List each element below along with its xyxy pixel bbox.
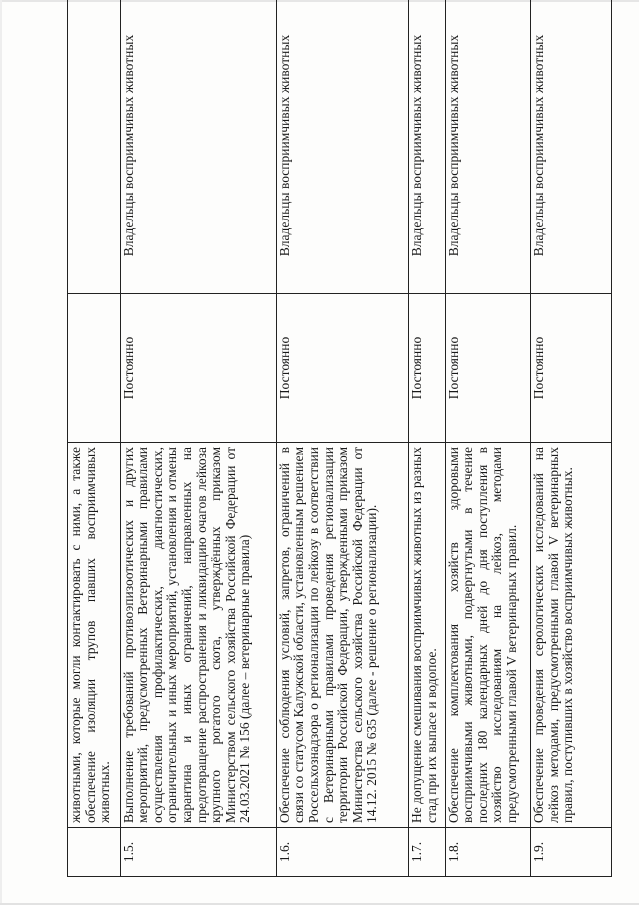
period-cell: Постоянно — [531, 294, 612, 443]
table-row — [276, 0, 409, 877]
executor-cell: Владельцы восприимчивых животных — [445, 0, 530, 294]
measure-text-content: Обеспечение соблюдения условий, запретов, ограничений в связи со статусом Калужской области, установленным решением Россельхознадзора о регионализации по лейкозу в соответствии с Ветеринарными правилами проведения регионализации территории Российской Федерации, утвержденными приказом Министерства сельского хозяйства Российской Федерации от 14.12. 2015 № 635 (далее - решение о регионализации). — [276, 447, 380, 823]
row-number: 1.9. — [531, 828, 612, 877]
scan-edge-left — [0, 0, 2, 905]
executor-cell: Владельцы восприимчивых животных — [409, 0, 445, 294]
period-cell: Постоянно — [120, 294, 276, 443]
measure-text — [409, 443, 445, 828]
executor-cell: Владельцы восприимчивых животных — [276, 0, 409, 294]
period-cell: Постоянно — [276, 294, 409, 443]
measure-text — [276, 443, 409, 828]
table-row — [120, 0, 276, 877]
rotated-document-page — [67, 34, 612, 877]
row-number: 1.8. — [445, 828, 530, 877]
table-row — [68, 0, 121, 877]
measure-text-content: Выполнение требований противоэпизоотических и других мероприятий, предусмотренных Ветеринарными правилами осуществления профилактических, диагностических, ограничительных и иных мероприятий, установления и отмены карантина и иных ограничений, направленных на предотвращение распространения и ликвидацию очагов лейкоза крупного рогатого скота, утверждённых приказом Министерством сельского хозяйства Российской Федерации от 24.03.2021 № 156 (далее – ветеринарные правила) — [120, 447, 253, 823]
measure-text-content: Не допущение смешивания восприимчивых животных из разных стад при их выпасе и водопое. — [409, 447, 440, 823]
row-number: 1.6. — [276, 828, 409, 877]
row-number: 1.5. — [120, 828, 276, 877]
measure-text — [68, 443, 121, 828]
executor-cell: Владельцы восприимчивых животных — [120, 0, 276, 294]
measure-text-content: Обеспечение проведения серологических исследований на лейкоз методами, предусмотренными главой V ветеринарных правил, поступивших в хозяйство восприимчивых животных. — [531, 447, 576, 823]
table-row — [531, 0, 612, 877]
measure-text — [531, 443, 612, 828]
period-cell — [68, 294, 121, 443]
executor-cell — [68, 0, 121, 294]
period-cell: Постоянно — [409, 294, 445, 443]
row-number: 1.7. — [409, 828, 445, 877]
measure-text — [445, 443, 530, 828]
period-cell: Постоянно — [445, 294, 530, 443]
table-row — [409, 0, 445, 877]
measures-table — [67, 0, 612, 877]
table-row — [445, 0, 530, 877]
row-number — [68, 828, 121, 877]
measure-text-content: животными, которые могли контактировать с ними, а также обеспечение изоляции трупов павших восприимчивых животных. — [68, 447, 113, 823]
executor-cell: Владельцы восприимчивых животных — [531, 0, 612, 294]
measure-text — [120, 443, 276, 828]
measure-text-content: Обеспечение комплектования хозяйств здоровыми восприимчивыми животными, подвергнутыми в течение последних 180 календарных дней до дня поступления в хозяйство исследованиям на лейкоз, методами предусмотренными главой V ветеринарных правил. — [445, 447, 520, 823]
